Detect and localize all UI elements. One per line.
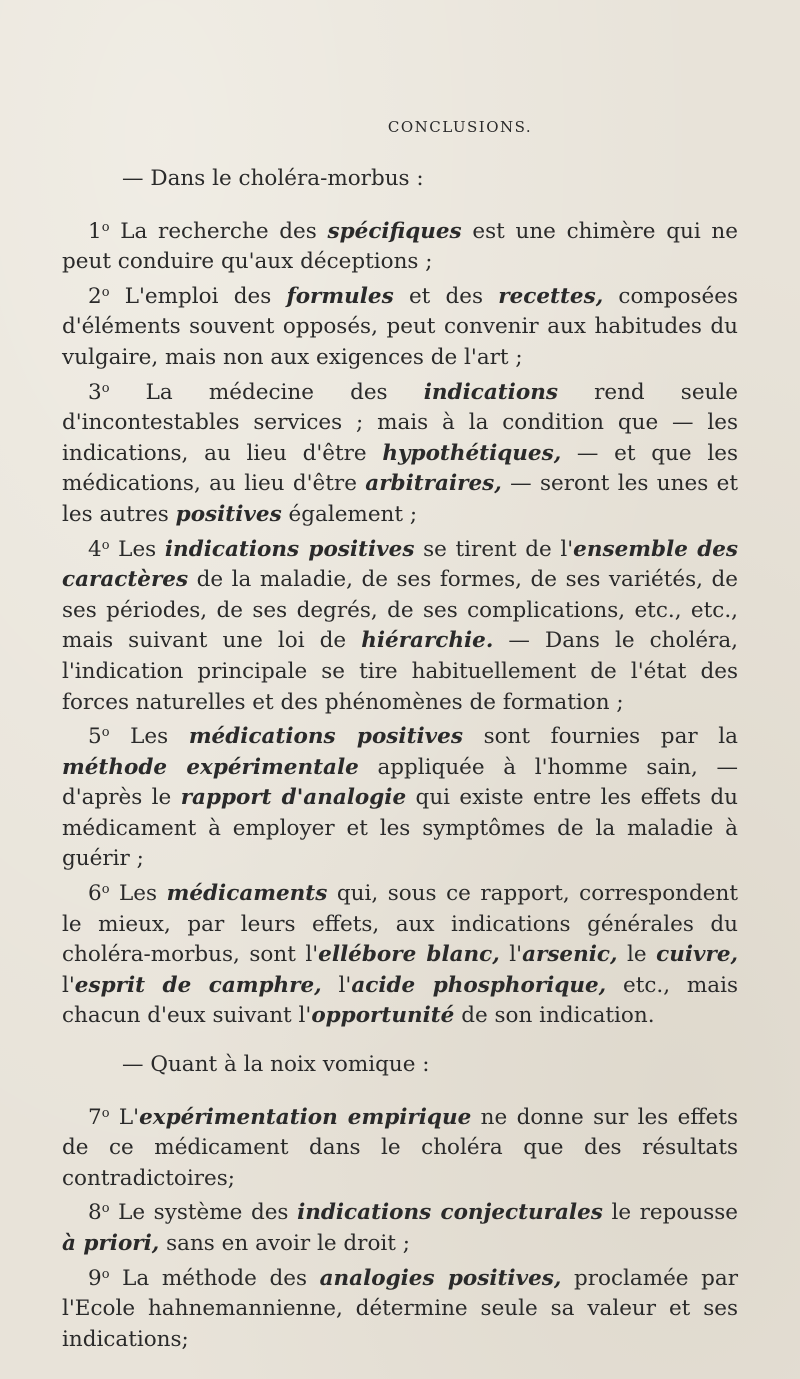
ordinal-mark: o bbox=[101, 1201, 110, 1217]
text-run: l' bbox=[499, 942, 523, 968]
text-run: — seront les unes et les autres bbox=[62, 471, 738, 527]
italic-term: expérimentation empirique bbox=[139, 1104, 472, 1130]
text-run: L' bbox=[109, 1104, 140, 1130]
italic-term: formules bbox=[286, 283, 394, 309]
ordinal-mark: o bbox=[101, 1105, 110, 1121]
ordinal-mark: o bbox=[101, 537, 110, 553]
text-run: etc., mais chacun d'eux suivant l' bbox=[62, 972, 739, 1029]
text-run: sans en avoir le droit ; bbox=[159, 1231, 410, 1256]
text-run: l' bbox=[62, 972, 75, 998]
body-text bbox=[62, 164, 738, 1355]
text-run: de son indication. bbox=[454, 1003, 655, 1029]
text-run: rend seule d'incontestables services ; mais à la condition que — les indications, au lieu d'être bbox=[62, 379, 739, 466]
italic-term: spécifiques bbox=[327, 218, 462, 244]
italic-term: positives bbox=[175, 501, 282, 527]
conclusion-paragraph bbox=[62, 1260, 738, 1356]
text-run: 4 bbox=[88, 536, 102, 562]
italic-term: acide phosphorique, bbox=[351, 972, 607, 998]
text-run: 2 bbox=[88, 283, 102, 309]
text-run: 3 bbox=[88, 379, 102, 405]
italic-term: recettes, bbox=[498, 283, 604, 309]
text-run: sont fournies par la bbox=[462, 724, 738, 750]
italic-term: ensemble des caractères bbox=[62, 536, 739, 593]
italic-term: médicaments bbox=[166, 881, 328, 907]
ordinal-mark: o bbox=[101, 725, 110, 741]
ordinal-mark: o bbox=[101, 219, 110, 235]
text-run: La médecine des bbox=[109, 379, 424, 405]
ordinal-mark: o bbox=[101, 284, 110, 300]
text-run: 7 bbox=[88, 1104, 102, 1130]
text-run: ne donne sur les effets de ce médicament dans le choléra que des résultats contradictoires; bbox=[62, 1104, 738, 1191]
section-heading bbox=[62, 164, 738, 195]
text-run: — et que les médications, au lieu d'être bbox=[62, 440, 738, 497]
italic-term: ellébore blanc, bbox=[318, 942, 500, 968]
italic-term: hiérarchie. bbox=[361, 628, 494, 654]
italic-term: opportunité bbox=[311, 1003, 455, 1029]
text-run: Les bbox=[109, 881, 167, 907]
italic-term: indications conjecturales bbox=[297, 1200, 603, 1226]
text-run: proclamée par l'Ecole hahnemannienne, détermine seule sa valeur et ses indications; bbox=[62, 1265, 738, 1352]
text-run: L'emploi des bbox=[109, 283, 287, 309]
conclusion-paragraph bbox=[62, 213, 738, 278]
text-run: l' bbox=[321, 972, 352, 998]
text-run: appliquée à l'homme sain, — d'après le bbox=[62, 754, 738, 811]
text-run: La méthode des bbox=[109, 1265, 320, 1291]
italic-term: médications positives bbox=[188, 724, 463, 750]
italic-term: à priori, bbox=[62, 1231, 160, 1256]
text-run: qui, sous ce rapport, correspondent le mieux, par leurs effets, aux indications générales du choléra-morbus, sont l' bbox=[62, 881, 739, 968]
conclusion-paragraph bbox=[62, 374, 738, 531]
italic-term: méthode expérimentale bbox=[62, 754, 359, 780]
conclusion-paragraph bbox=[62, 718, 738, 875]
text-run: également ; bbox=[281, 501, 418, 527]
ordinal-mark: o bbox=[101, 1266, 110, 1282]
text-run: de la maladie, de ses formes, de ses variétés, de ses périodes, de ses degrés, de ses complications, etc., etc., mais suivant une loi de bbox=[62, 567, 738, 654]
text-run: et des bbox=[393, 283, 499, 309]
italic-term: analogies positives, bbox=[319, 1265, 562, 1291]
text-run: — Quant à la noix vomique : bbox=[122, 1052, 430, 1078]
italic-term: hypothétiques, bbox=[382, 440, 562, 466]
ordinal-mark: o bbox=[101, 882, 110, 898]
ordinal-mark: o bbox=[101, 380, 110, 396]
text-run: le repousse bbox=[602, 1200, 739, 1226]
conclusion-paragraph bbox=[62, 278, 738, 374]
italic-term: esprit de camphre, bbox=[74, 972, 322, 998]
text-run: Les bbox=[109, 724, 189, 750]
text-run: 5 bbox=[88, 724, 102, 750]
text-run: La recherche des bbox=[109, 218, 328, 244]
text-run: 6 bbox=[88, 881, 102, 907]
text-run: — Dans le choléra-morbus : bbox=[122, 166, 424, 191]
italic-term: arsenic, bbox=[522, 942, 618, 968]
conclusion-paragraph bbox=[62, 1099, 738, 1195]
italic-term: arbitraires, bbox=[365, 471, 502, 497]
conclusion-paragraph bbox=[62, 531, 738, 719]
text-run: 1 bbox=[88, 218, 102, 244]
text-run: est une chimère qui ne peut conduire qu'aux déceptions ; bbox=[62, 218, 738, 275]
conclusion-paragraph bbox=[62, 875, 738, 1032]
italic-term: indications positives bbox=[164, 536, 415, 562]
text-run: qui existe entre les effets du médicament à employer et les symptômes de la maladie à guérir ; bbox=[62, 785, 738, 872]
italic-term: rapport d'analogie bbox=[180, 785, 407, 811]
italic-term: indications bbox=[423, 379, 558, 405]
section-heading bbox=[62, 1050, 738, 1081]
text-run: le bbox=[617, 942, 657, 968]
text-run: Les bbox=[109, 536, 165, 562]
text-run: 8 bbox=[88, 1200, 102, 1226]
book-page bbox=[62, 118, 738, 1355]
text-run: — Dans le choléra, l'indication principale se tire habituellement de l'état des forces naturelles et des phénomènes de formation ; bbox=[62, 628, 738, 715]
text-run: 9 bbox=[88, 1265, 102, 1291]
italic-term: cuivre, bbox=[656, 942, 738, 968]
text-run: se tirent de l' bbox=[414, 536, 574, 562]
text-run: composées d'éléments souvent opposés, peut convenir aux habitudes du vulgaire, mais non aux exigences de l'art ; bbox=[62, 283, 739, 370]
conclusion-paragraph bbox=[62, 1194, 738, 1259]
text-run: Le système des bbox=[109, 1200, 298, 1226]
running-title: CONCLUSIONS. bbox=[387, 118, 533, 136]
